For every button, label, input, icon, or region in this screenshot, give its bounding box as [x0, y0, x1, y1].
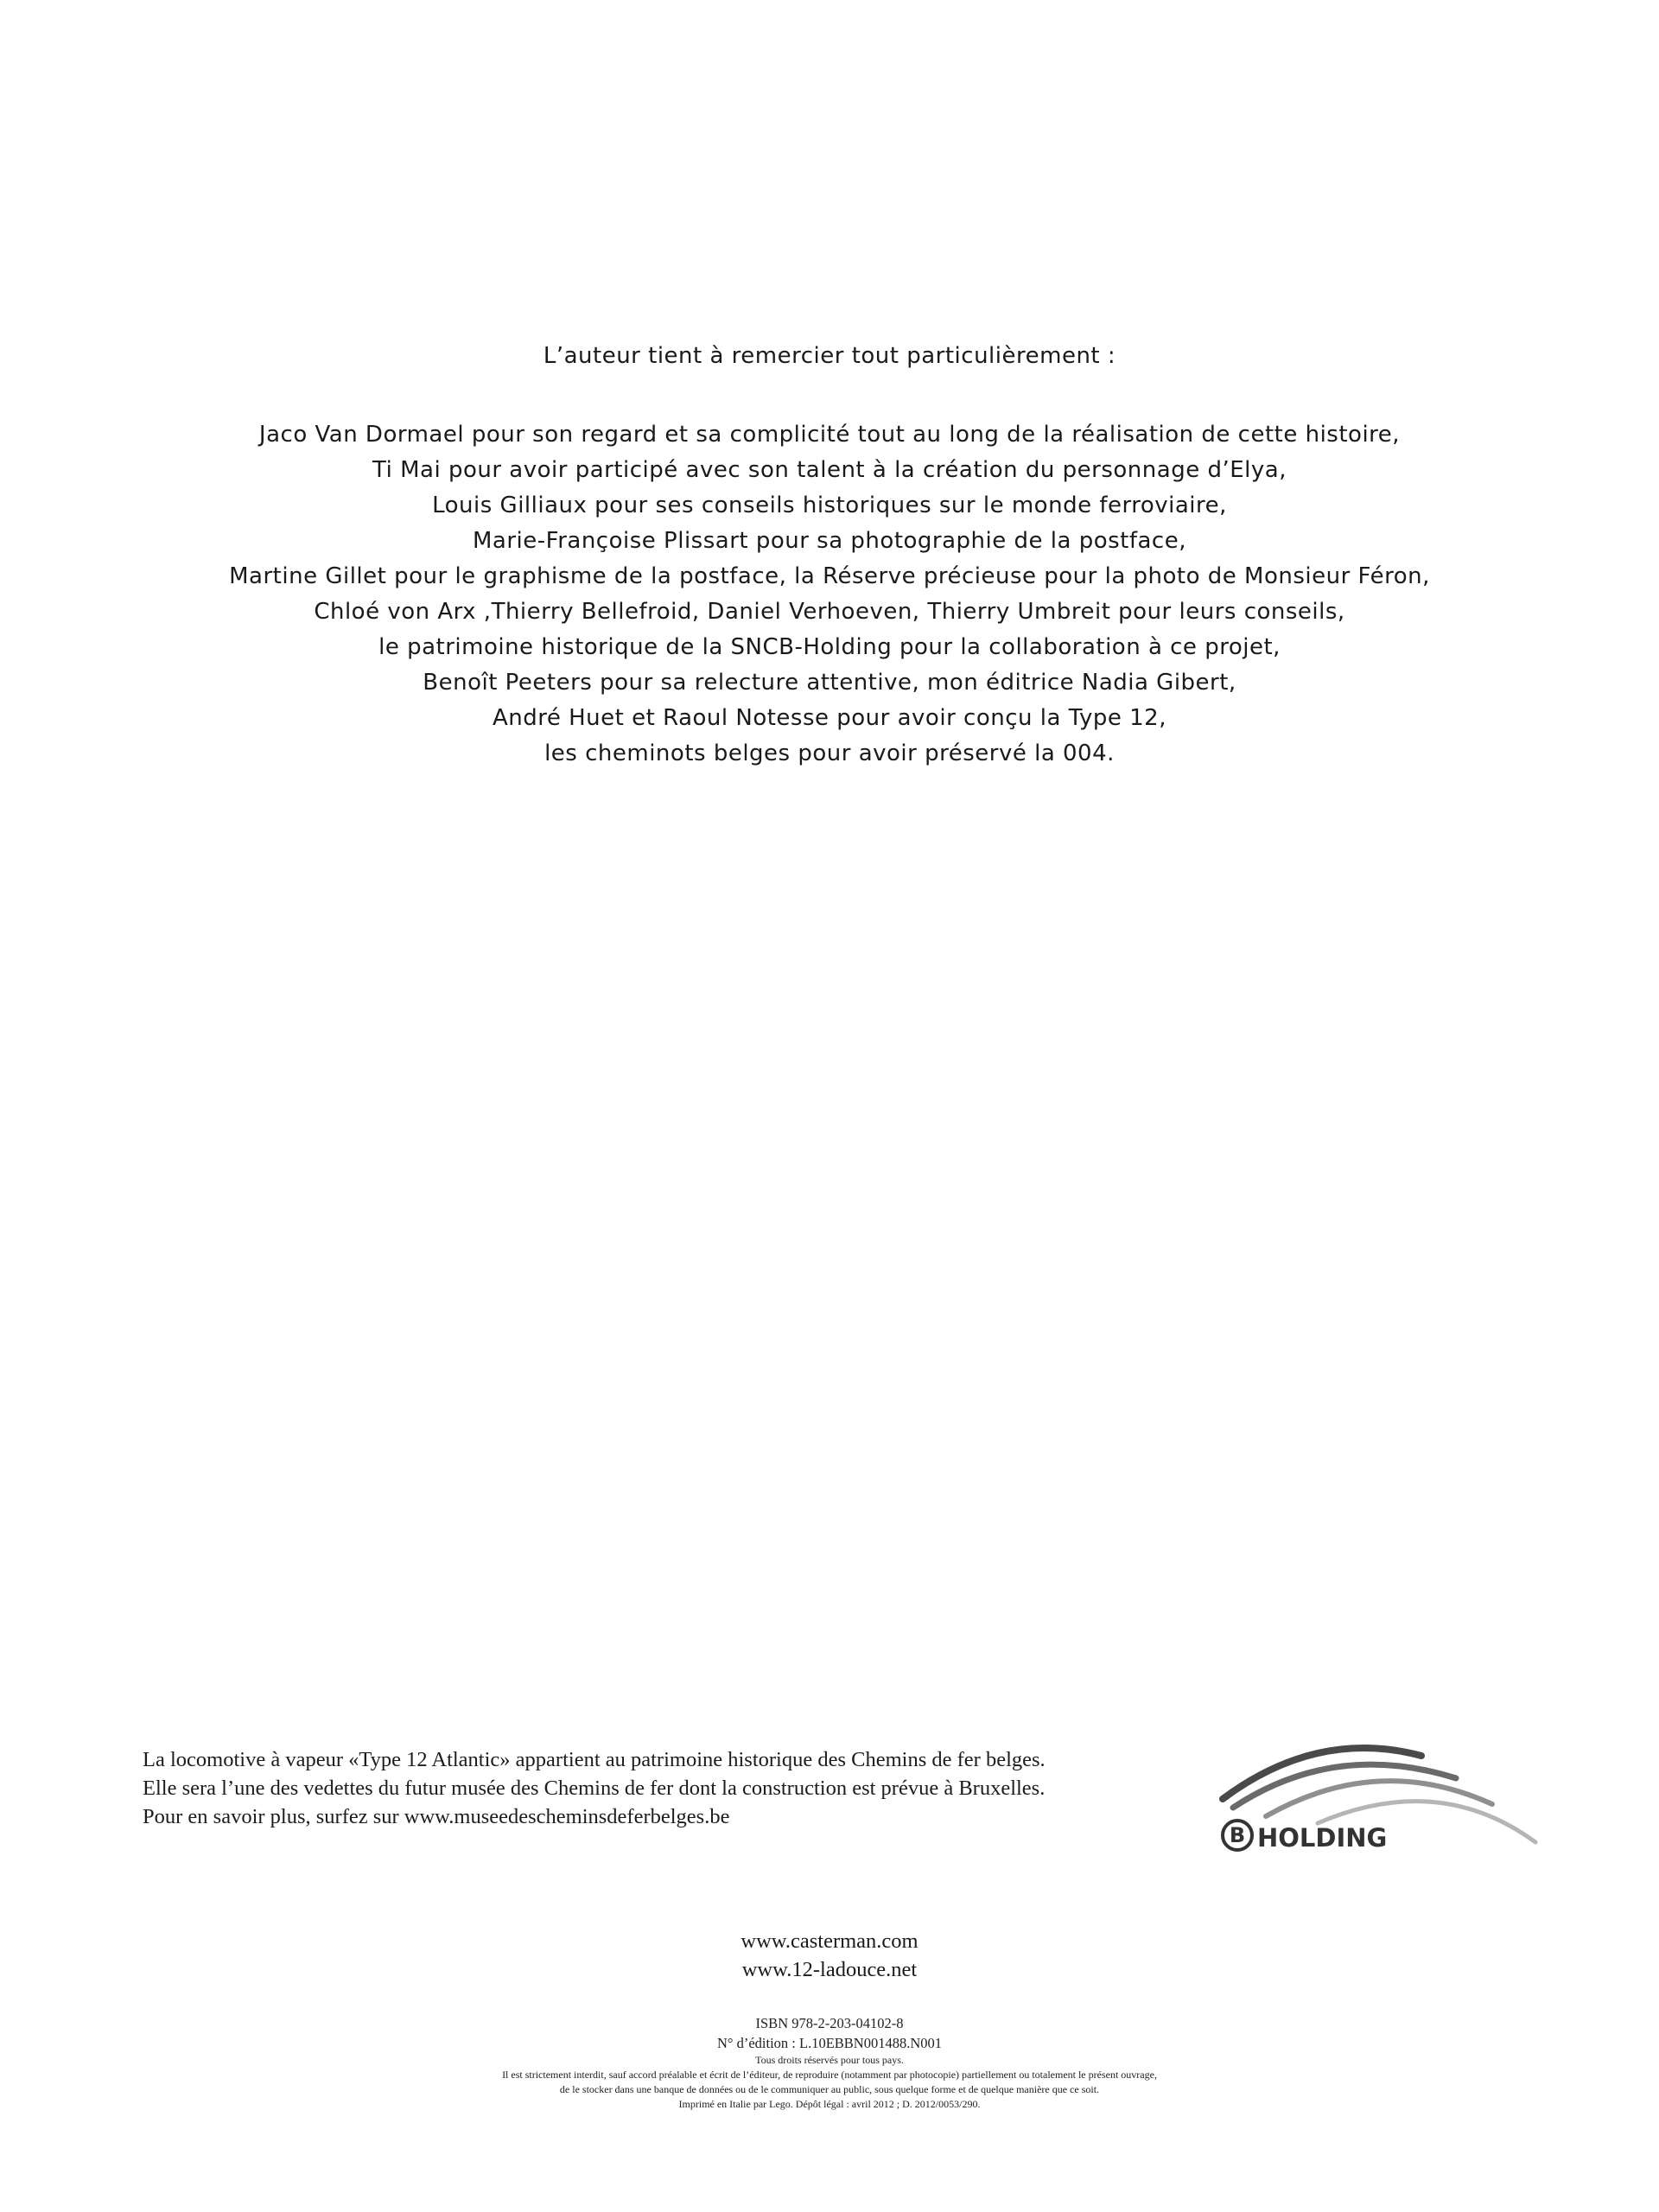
holding-wordmark: HOLDING [1257, 1823, 1388, 1853]
acknowledgements-heading: L’auteur tient à remercier tout particulièrement : [543, 343, 1116, 369]
casterman-website: www.casterman.com [741, 1929, 918, 1953]
museum-note [143, 1745, 1046, 1831]
publisher-websites [0, 1927, 1659, 1984]
acknowledgement-line: Jaco Van Dormael pour son regard et sa complicité tout au long de la réalisation de cette histoire, [258, 422, 1401, 448]
rights-notice: Tous droits réservés pour tous pays. [755, 2054, 904, 2066]
edition-number: N° d’édition : L.10EBBN001488.N001 [716, 2035, 943, 2051]
acknowledgement-line: Louis Gilliaux pour ses conseils historiques sur le monde ferroviaire, [432, 493, 1227, 518]
acknowledgement-line: le patrimoine historique de la SNCB-Holding pour la collaboration à ce projet, [378, 634, 1281, 660]
acknowledgement-line: Benoît Peeters pour sa relecture attentive, mon éditrice Nadia Gibert, [423, 670, 1236, 696]
isbn: ISBN 978-2-203-04102-8 [755, 2015, 904, 2031]
legal-notice [0, 2013, 1659, 2112]
acknowledgement-line: Ti Mai pour avoir participé avec son talent à la création du personnage d’Elya, [372, 457, 1287, 483]
printing-info: Imprimé en Italie par Lego. Dépôt légal : avril 2012 ; D. 2012/0053/290. [678, 2098, 981, 2110]
acknowledgements [0, 341, 1659, 772]
acknowledgement-line: les cheminots belges pour avoir préservé la 004. [544, 741, 1115, 766]
museum-note-link-line: Pour en savoir plus, surfez sur www.museedescheminsdeferbelges.be [143, 1805, 730, 1828]
holding-logo [1214, 1737, 1542, 1858]
museum-note-line: Elle sera l’une des vedettes du futur musée des Chemins de fer dont la construction est prévue à Bruxelles. [143, 1777, 1046, 1800]
acknowledgement-line: André Huet et Raoul Notesse pour avoir conçu la Type 12, [492, 705, 1166, 731]
acknowledgement-line: Marie-Françoise Plissart pour sa photographie de la postface, [472, 528, 1186, 554]
museum-note-line: La locomotive à vapeur «Type 12 Atlantic» appartient au patrimoine historique des Chemins de fer belges. [143, 1748, 1046, 1771]
holding-badge [1223, 1821, 1252, 1850]
acknowledgement-line: Martine Gillet pour le graphisme de la postface, la Réserve précieuse pour la photo de Monsieur Féron, [229, 563, 1430, 589]
copyright-line: de le stocker dans une banque de données ou de le communiquer au public, sous quelque forme et de quelque manière que ce soit. [559, 2083, 1100, 2095]
acknowledgement-line: Chloé von Arx ,Thierry Bellefroid, Daniel Verhoeven, Thierry Umbreit pour leurs conseils, [314, 599, 1345, 625]
acknowledgements-list [0, 417, 1659, 772]
copyright-line: Il est strictement interdit, sauf accord préalable et écrit de l’éditeur, de reproduire (notamment par photocopie) partiellement ou totalement le présent ouvrage, [502, 2069, 1157, 2081]
holding-badge-letter: B [1229, 1823, 1246, 1847]
series-website: www.12-ladouce.net [741, 1958, 918, 1981]
